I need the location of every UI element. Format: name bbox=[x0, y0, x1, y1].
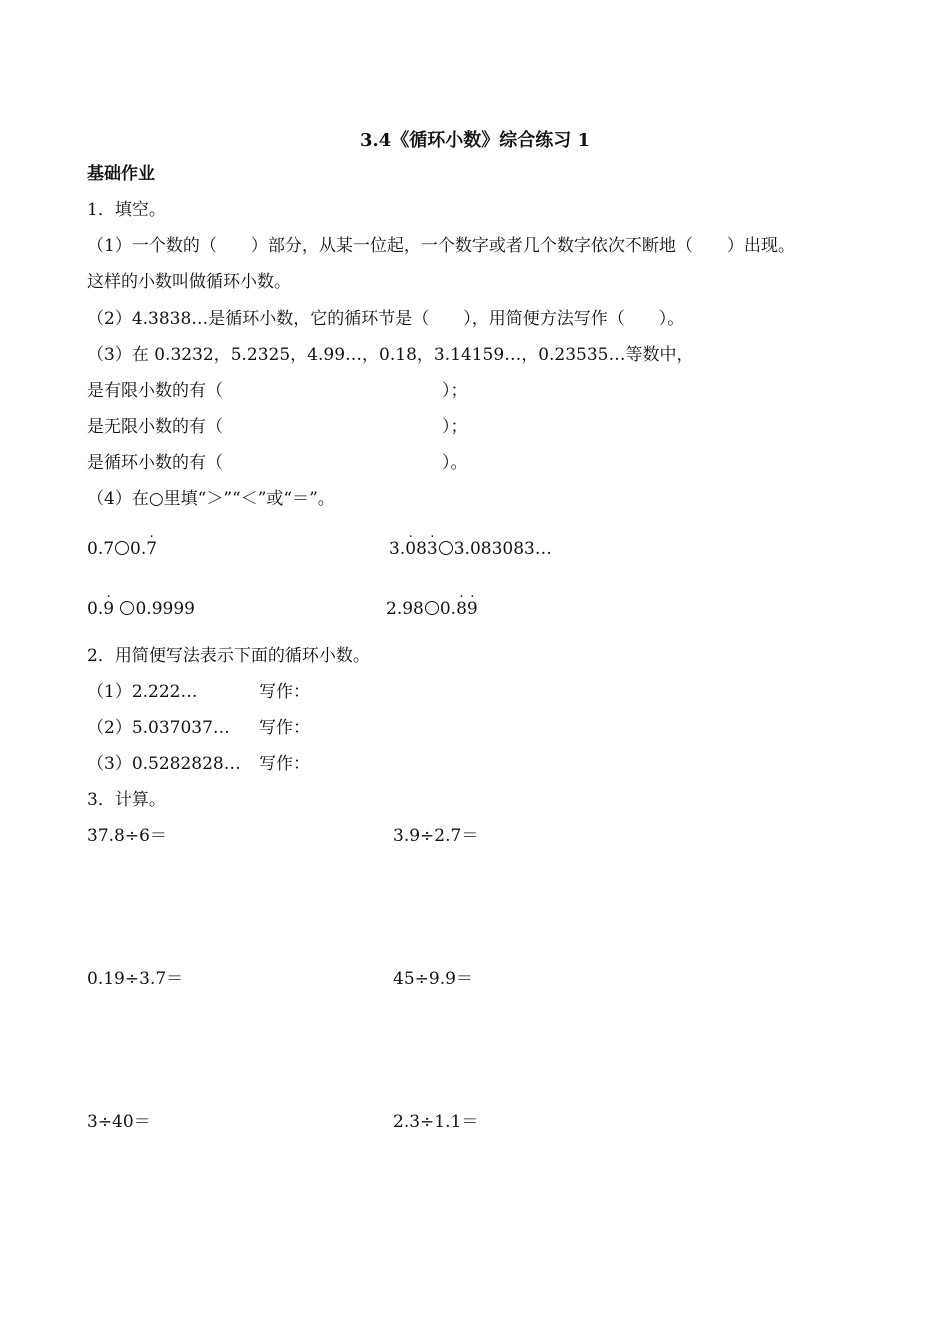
q1-part1-line1: （1）一个数的（ ）部分，从某一位起，一个数字或者几个数字依次不断地（ ）出现。 bbox=[87, 236, 795, 256]
q2-item-2-write: 写作： bbox=[259, 718, 310, 738]
repeating-decimal-close: ）。 bbox=[442, 453, 468, 473]
compare-left-int: 3. bbox=[389, 539, 406, 559]
compare-right: 0.9999 bbox=[135, 599, 195, 619]
repeating-decimal-label: 是循环小数的有（ bbox=[87, 453, 223, 473]
calc-item-3: 0.19÷3.7＝ bbox=[87, 969, 184, 989]
compare-right-int: 0. bbox=[130, 539, 147, 559]
q1-heading: 1．填空。 bbox=[87, 200, 166, 220]
repeat-digit: . 8 bbox=[456, 599, 467, 619]
compare-left: 0.7 bbox=[87, 539, 115, 559]
repeat-digit: . 3 bbox=[427, 539, 438, 559]
compare-item-4 bbox=[386, 599, 478, 619]
q1-part1-line2: 这样的小数叫做循环小数。 bbox=[87, 272, 291, 292]
repeat-digit: . 0 bbox=[405, 539, 416, 559]
q2-item-3: （3）0.5282828… bbox=[87, 754, 241, 774]
compare-right-int: 0. bbox=[439, 599, 457, 619]
finite-decimal-label: 是有限小数的有（ bbox=[87, 381, 223, 401]
compare-circle[interactable] bbox=[120, 601, 134, 615]
infinite-decimal-close: ）； bbox=[442, 417, 468, 437]
compare-item-1 bbox=[87, 539, 157, 559]
infinite-decimal-label: 是无限小数的有（ bbox=[87, 417, 223, 437]
compare-item-2 bbox=[389, 539, 552, 559]
repeat-digit: . 9 bbox=[467, 599, 478, 619]
q2-item-1-write: 写作： bbox=[259, 682, 310, 702]
q1-part2: （2）4.3838…是循环小数，它的循环节是（ ），用简便方法写作（ ）。 bbox=[87, 309, 685, 329]
compare-circle[interactable] bbox=[439, 541, 453, 555]
calc-item-1: 37.8÷6＝ bbox=[87, 826, 167, 846]
compare-right: 3.083083… bbox=[453, 539, 552, 559]
compare-left-int: 0. bbox=[87, 599, 104, 619]
q2-heading: 2．用简便写法表示下面的循环小数。 bbox=[87, 646, 370, 666]
section-heading: 基础作业 bbox=[87, 164, 155, 184]
repeat-digit: . 9 bbox=[103, 599, 114, 619]
q1-part3: （3）在 0.3232，5.2325，4.99…，0.18，3.14159…，0.23535…等数中， bbox=[87, 345, 694, 365]
compare-item-3 bbox=[87, 599, 195, 619]
calc-item-5: 3÷40＝ bbox=[87, 1112, 151, 1132]
calc-item-6: 2.3÷1.1＝ bbox=[393, 1112, 479, 1132]
compare-circle[interactable] bbox=[425, 601, 439, 615]
q3-heading: 3．计算。 bbox=[87, 790, 166, 810]
compare-circle[interactable] bbox=[115, 541, 129, 555]
q2-item-3-write: 写作： bbox=[259, 754, 310, 774]
q2-item-1: （1）2.222… bbox=[87, 682, 198, 702]
repeat-digit: . 7 bbox=[146, 539, 157, 559]
q1-part4: （4）在○里填“＞”“＜”或“＝”。 bbox=[87, 489, 335, 509]
q2-item-2: （2）5.037037… bbox=[87, 718, 230, 738]
calc-item-4: 45÷9.9＝ bbox=[393, 969, 473, 989]
page-title: 3.4《循环小数》综合练习 1 bbox=[359, 130, 591, 151]
calc-item-2: 3.9÷2.7＝ bbox=[393, 826, 479, 846]
compare-left: 2.98 bbox=[386, 599, 424, 619]
digit: 8 bbox=[416, 539, 427, 559]
finite-decimal-close: ）； bbox=[442, 381, 468, 401]
